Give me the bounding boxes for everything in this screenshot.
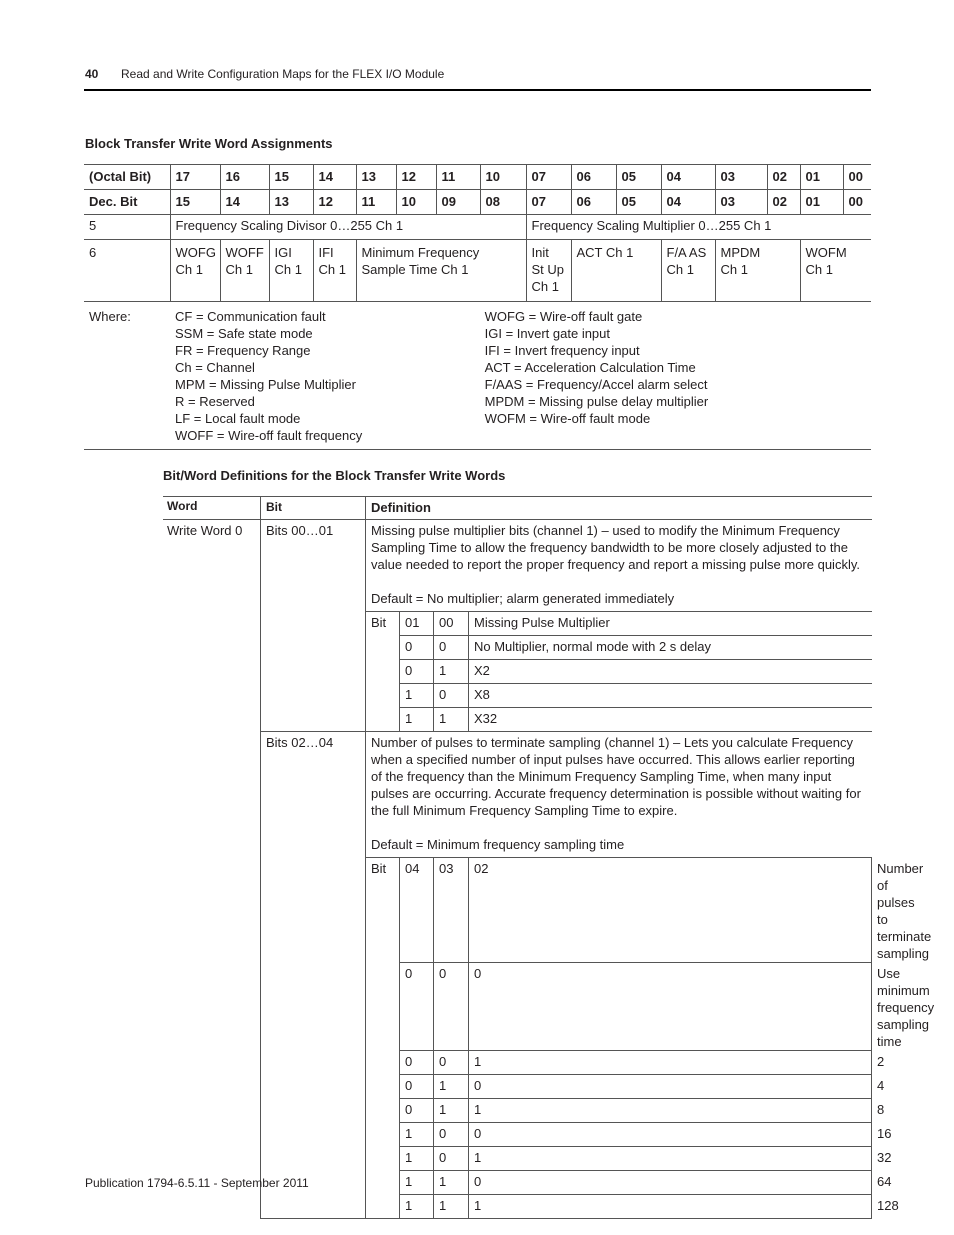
dec-bit: 14 (220, 190, 269, 215)
write-word-label: Write Word 0 (167, 523, 243, 538)
section2-definition: Number of pulses to terminate sampling (channel 1) – Lets you calculate Frequency when a specified number of input pulses have occurred. This allows earlier reporting of the frequency than the Minimum Frequency Sampling Time, when many input pulses are occurring. Accurate frequency determination is possible without waiting for the full Minimum Frequency Sampling Time to expire. (371, 735, 861, 818)
legend-item: FR = Frequency Range (175, 343, 311, 358)
table-row: 0 0 0 Use minimum frequency sampling time (261, 963, 872, 1051)
legend-item: ACT = Acceleration Calculation Time (484, 360, 696, 375)
bit-value: 1 (400, 684, 434, 708)
publication-footer: Publication 1794-6.5.11 - September 2011 (85, 1176, 309, 1190)
word-6-row (84, 240, 871, 302)
word-number: 6 (89, 245, 97, 260)
wofm-cell: WOFM Ch 1 (800, 240, 871, 302)
table1-title: Block Transfer Write Word Assignments (85, 136, 333, 151)
section1-default: Default = No multiplier; alarm generated immediately (371, 591, 675, 606)
legend-item: SSM = Safe state mode (175, 326, 313, 341)
definition-header: Definition (366, 497, 872, 520)
section2-subheader-row: Bit 04 03 02 Number of pulses to terminate sampling (261, 858, 872, 963)
legend-item: LF = Local fault mode (175, 411, 301, 426)
min-freq-sample-time-cell: Minimum Frequency Sample Time Ch 1 (356, 240, 526, 302)
octal-bit-label: (Octal Bit) (89, 169, 152, 184)
bit-value: 0 (434, 684, 469, 708)
legend-item: F/AAS = Frequency/Accel alarm select (484, 377, 708, 392)
bit-value: 0 (469, 1075, 872, 1099)
octal-bit: 16 (220, 165, 269, 190)
dec-bit: 06 (571, 190, 616, 215)
wofg-cell: WOFG Ch 1 (170, 240, 220, 302)
block-transfer-table (84, 164, 871, 450)
sub-col: 02 (469, 858, 872, 963)
sub-bit-label: Bit (366, 858, 400, 1219)
dec-bit-row (84, 190, 871, 215)
word-cell (163, 519, 260, 1066)
legend-item: WOFF = Wire-off fault frequency (175, 428, 363, 443)
legend-item: IGI = Invert gate input (484, 326, 611, 341)
bit-value: 1 (400, 1171, 434, 1195)
dec-bit: 03 (715, 190, 767, 215)
table2-title: Bit/Word Definitions for the Block Transfer Write Words (163, 468, 506, 483)
dec-bit: 01 (800, 190, 843, 215)
dec-bit: 11 (356, 190, 396, 215)
bit-value: 1 (434, 1171, 469, 1195)
dec-bit: 12 (313, 190, 356, 215)
octal-bit: 11 (436, 165, 480, 190)
legend-item: WOFG = Wire-off fault gate (484, 309, 643, 324)
sub-col: 01 (400, 612, 434, 636)
bit-header: Bit (261, 497, 366, 520)
bit-value: 0 (400, 1051, 434, 1075)
dec-bit: 15 (170, 190, 220, 215)
octal-bit: 02 (767, 165, 800, 190)
init-startup-cell: Init St Up Ch 1 (526, 240, 571, 302)
legend-right (485, 308, 865, 427)
legend-item: R = Reserved (175, 394, 255, 409)
bit-value: 0 (434, 1051, 469, 1075)
bit-value: 1 (469, 1147, 872, 1171)
octal-bit: 13 (356, 165, 396, 190)
legend-item: MPM = Missing Pulse Multiplier (175, 377, 356, 392)
table-row: 1 0 0 16 (261, 1123, 872, 1147)
ifi-cell: IFI Ch 1 (313, 240, 356, 302)
bit-value: 1 (469, 1099, 872, 1123)
octal-bit-row (84, 165, 871, 190)
octal-bit: 15 (269, 165, 313, 190)
octal-bit: 03 (715, 165, 767, 190)
octal-bit: 05 (616, 165, 661, 190)
section1-row (261, 520, 872, 612)
bit-value: 0 (400, 1075, 434, 1099)
dec-bit: 04 (661, 190, 715, 215)
section2-default: Default = Minimum frequency sampling time (371, 837, 625, 852)
bit-value: 1 (469, 1051, 872, 1075)
mpdm-cell: MPDM Ch 1 (715, 240, 800, 302)
bit-value: 1 (434, 1075, 469, 1099)
bit-value: 1 (400, 708, 434, 732)
octal-bit: 10 (480, 165, 526, 190)
table-row: 0 1 1 8 (261, 1099, 872, 1123)
section1-definition: Missing pulse multiplier bits (channel 1) – used to modify the Minimum Frequency Sampling Time to allow the frequency bandwidth to be more closely adjusted to the value needed to report the proper frequency and report a missing pulse more quickly. (371, 523, 860, 572)
legend-item: WOFM = Wire-off fault mode (484, 411, 651, 426)
dec-bit: 10 (396, 190, 436, 215)
legend-item: MPDM = Missing pulse delay multiplier (484, 394, 709, 409)
act-cell: ACT Ch 1 (571, 240, 661, 302)
sub-col: 04 (400, 858, 434, 963)
bit-meaning: X32 (469, 708, 872, 732)
bit-value: 0 (434, 636, 469, 660)
bit-value: 1 (469, 1195, 872, 1219)
where-row (84, 302, 871, 450)
bit-value: 0 (469, 1171, 872, 1195)
page-number: 40 (85, 67, 99, 81)
octal-bit: 17 (170, 165, 220, 190)
sub-col-desc: Missing Pulse Multiplier (469, 612, 872, 636)
dec-bit: 13 (269, 190, 313, 215)
bit-value: 0 (400, 660, 434, 684)
dec-bit: 08 (480, 190, 526, 215)
bit-value: 1 (400, 1195, 434, 1219)
octal-bit: 01 (800, 165, 843, 190)
table-row: 1 0 1 32 (261, 1147, 872, 1171)
bit-value: 1 (400, 1123, 434, 1147)
word-5-row (84, 215, 871, 240)
bits-02-04: Bits 02…04 (261, 732, 366, 1219)
legend-item: CF = Communication fault (175, 309, 326, 324)
dec-bit: 00 (843, 190, 871, 215)
bit-value: 0 (434, 963, 469, 1051)
dec-bit: 09 (436, 190, 480, 215)
bits-00-01: Bits 00…01 (261, 520, 366, 732)
bit-value: 0 (469, 1123, 872, 1147)
bit-value: 0 (434, 1123, 469, 1147)
octal-bit: 07 (526, 165, 571, 190)
legend-left (175, 308, 481, 444)
section1-definition-cell (366, 520, 872, 612)
bit-value: 0 (400, 963, 434, 1051)
dec-bit: 05 (616, 190, 661, 215)
faas-cell: F/A AS Ch 1 (661, 240, 715, 302)
running-title: Read and Write Configuration Maps for the FLEX I/O Module (121, 67, 445, 81)
dec-bit: 07 (526, 190, 571, 215)
frequency-scaling-multiplier: Frequency Scaling Multiplier 0…255 Ch 1 (526, 215, 871, 240)
bit-value: 1 (434, 1195, 469, 1219)
section2-row (261, 732, 872, 858)
word-header-label: Word (167, 499, 198, 513)
legend-item: Ch = Channel (175, 360, 255, 375)
bit-value: 1 (434, 708, 469, 732)
igi-cell: IGI Ch 1 (269, 240, 313, 302)
octal-bit: 12 (396, 165, 436, 190)
bit-value: 0 (400, 1099, 434, 1123)
table-row: 0 1 0 4 (261, 1075, 872, 1099)
bit-meaning: X2 (469, 660, 872, 684)
octal-bit: 14 (313, 165, 356, 190)
table-row: 1 1 0 64 (261, 1171, 872, 1195)
section2-definition-cell (366, 732, 872, 858)
dec-bit-label: Dec. Bit (89, 194, 138, 209)
bit-value: 0 (400, 636, 434, 660)
definitions-header-row (261, 497, 872, 520)
word-number: 5 (89, 218, 97, 233)
table-row: 1 1 1 128 (261, 1195, 872, 1219)
octal-bit: 06 (571, 165, 616, 190)
dec-bit: 02 (767, 190, 800, 215)
bit-definitions-table (260, 496, 935, 1219)
table-row: 0 0 1 2 (261, 1051, 872, 1075)
bit-value: 1 (400, 1147, 434, 1171)
header-rule (84, 89, 871, 91)
woff-cell: WOFF Ch 1 (220, 240, 269, 302)
bit-meaning: No Multiplier, normal mode with 2 s delay (469, 636, 872, 660)
frequency-scaling-divisor: Frequency Scaling Divisor 0…255 Ch 1 (170, 215, 526, 240)
legend-item: IFI = Invert frequency input (484, 343, 640, 358)
sub-bit-label: Bit (366, 612, 400, 732)
bit-value: 0 (469, 963, 872, 1051)
legend (170, 302, 871, 450)
sub-col: 03 (434, 858, 469, 963)
word-header (163, 496, 260, 520)
bit-value: 0 (434, 1147, 469, 1171)
bit-value: 1 (434, 660, 469, 684)
octal-bit: 04 (661, 165, 715, 190)
bit-value: 1 (434, 1099, 469, 1123)
where-label: Where: (89, 309, 131, 324)
bit-meaning: X8 (469, 684, 872, 708)
sub-col: 00 (434, 612, 469, 636)
octal-bit: 00 (843, 165, 871, 190)
